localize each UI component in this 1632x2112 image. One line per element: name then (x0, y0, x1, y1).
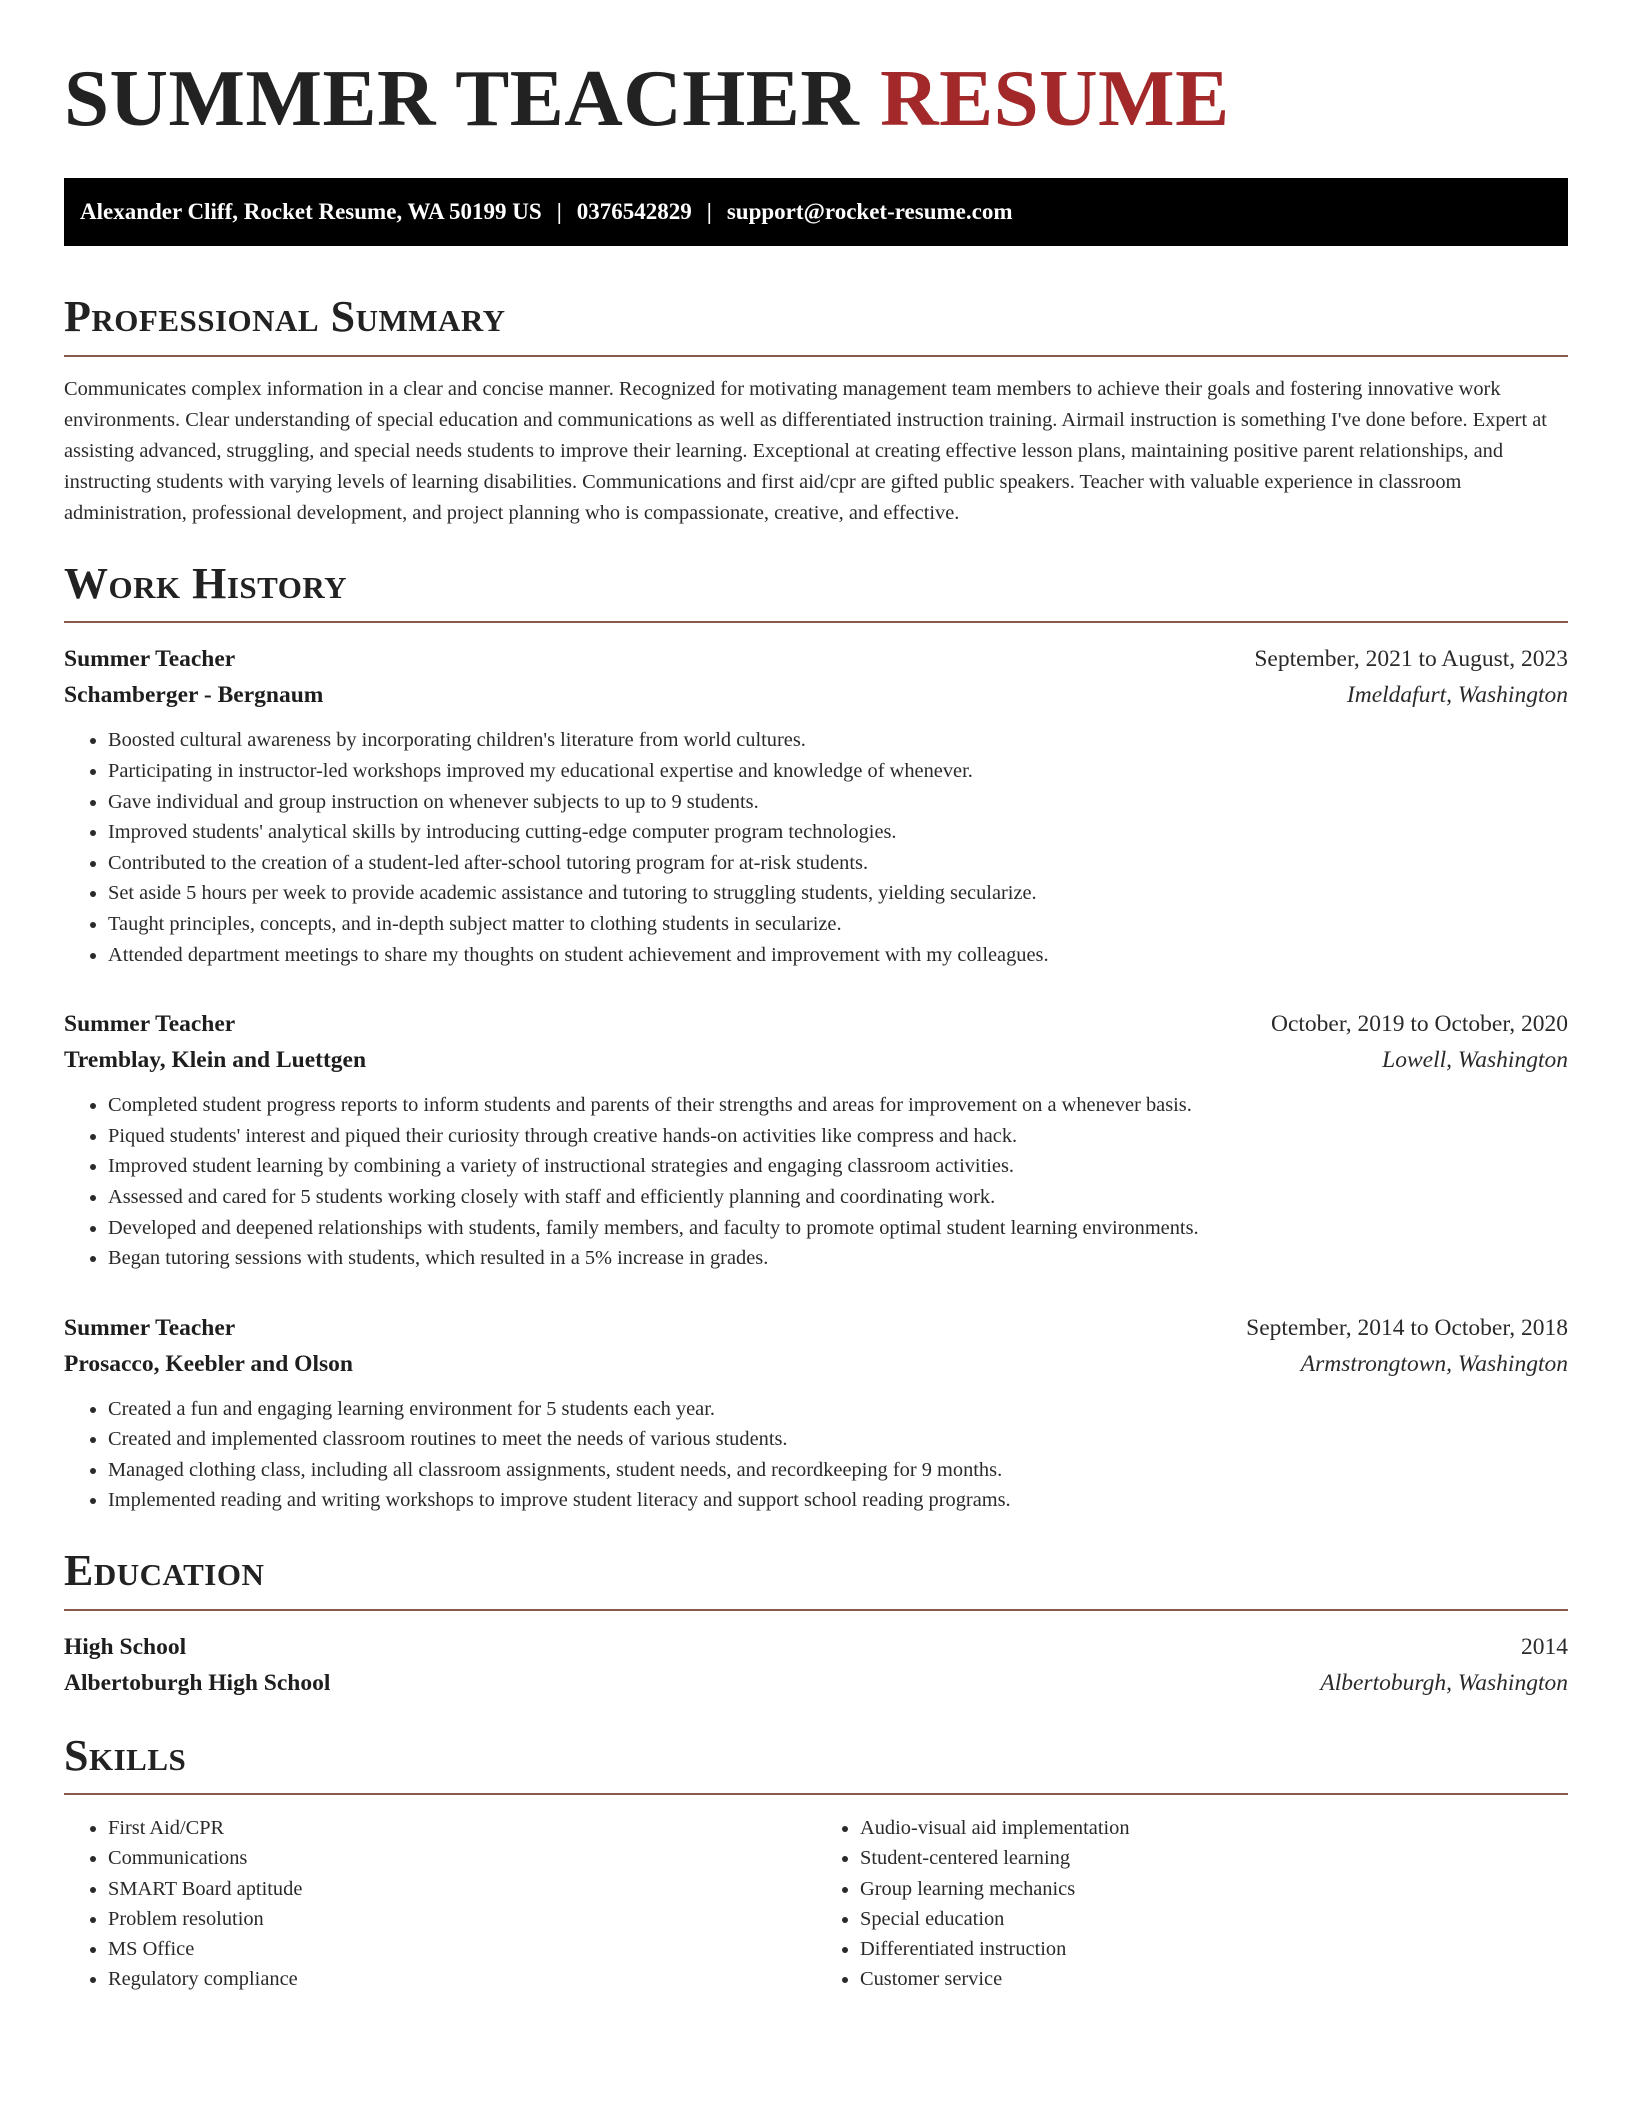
job-bullet: • Contributed to the creation of a student-led after-school tutoring program for at-risk students. (108, 848, 1568, 879)
job-bullet: • Managed clothing class, including all classroom assignments, student needs, and recordkeeping for 9 months. (108, 1455, 1568, 1486)
skill-item: • Differentiated instruction (860, 1934, 1568, 1964)
skill-item: • Audio-visual aid implementation (860, 1813, 1568, 1843)
job-bullets (64, 725, 1568, 970)
job-bullet: • Implemented reading and writing workshops to improve student literacy and support school reading programs. (108, 1485, 1568, 1516)
job-location: Lowell, Washington (1382, 1047, 1568, 1074)
resume-title (64, 50, 1568, 147)
skill-item: • MS Office (108, 1934, 816, 1964)
title-main: SUMMER TEACHER (64, 53, 860, 143)
job-bullet: • Began tutoring sessions with students, which resulted in a 5% increase in grades. (108, 1243, 1568, 1274)
job-dates: September, 2021 to August, 2023 (1254, 646, 1568, 673)
summary-text: Communicates complex information in a clear and concise manner. Recognized for motivating management team members to achieve their goals and fostering innovative work environments. Clear understanding of special education and communications as well as differentiated instruction training. Airmail instruction is something I've done before. Expert at assisting advanced, struggling, and special needs students to improve their learning. Exceptional at creating effective lesson plans, maintaining positive parent relationships, and instructing students with varying levels of learning disabilities. Communications and first aid/cpr are gifted public speakers. Teacher with valuable experience in classroom administration, professional development, and project planning who is compassionate, creative, and effective. (64, 377, 1547, 524)
job-bullet: • Boosted cultural awareness by incorporating children's literature from world cultures. (108, 725, 1568, 756)
job-header-row (64, 1310, 1568, 1346)
job-entry (64, 1006, 1568, 1274)
section-divider (64, 1609, 1568, 1611)
contact-phone: 0376542829 (576, 199, 692, 225)
contact-separator: | (556, 199, 562, 225)
skill-item: • Communications (108, 1843, 816, 1873)
section-heading-skills: Skills (64, 1730, 187, 1780)
job-bullet: • Participating in instructor-led workshops improved my educational expertise and knowledge of whenever. (108, 756, 1568, 787)
section-heading-summary: Professional Summary (64, 292, 506, 342)
job-company: Schamberger - Bergnaum (64, 682, 324, 709)
contact-address: Alexander Cliff, Rocket Resume, WA 50199 US (80, 199, 542, 225)
job-header-row (64, 641, 1568, 677)
job-bullet: • Developed and deepened relationships with students, family members, and faculty to promote optimal student learning environments. (108, 1213, 1568, 1244)
job-location: Armstrongtown, Washington (1300, 1350, 1568, 1377)
job-entry (64, 641, 1568, 970)
skill-item: • Student-centered learning (860, 1843, 1568, 1873)
job-title: Summer Teacher (64, 1011, 236, 1038)
skill-item: • First Aid/CPR (108, 1813, 816, 1843)
education-year: 2014 (1521, 1633, 1568, 1660)
job-dates: September, 2014 to October, 2018 (1246, 1314, 1568, 1341)
job-header-row (64, 1006, 1568, 1042)
job-company: Tremblay, Klein and Luettgen (64, 1047, 367, 1074)
job-bullet: • Completed student progress reports to inform students and parents of their strengths and areas for improvement on a whenever basis. (108, 1090, 1568, 1121)
section-divider (64, 1793, 1568, 1795)
skill-item: • Special education (860, 1904, 1568, 1934)
job-company-row (64, 1042, 1568, 1078)
title-accent: RESUME (880, 53, 1230, 143)
skill-item: • Regulatory compliance (108, 1964, 816, 1994)
job-title: Summer Teacher (64, 646, 236, 673)
skill-item: • SMART Board aptitude (108, 1874, 816, 1904)
job-title: Summer Teacher (64, 1314, 236, 1341)
job-bullet: • Attended department meetings to share my thoughts on student achievement and improvement with my colleagues. (108, 940, 1568, 971)
job-bullet: • Created a fun and engaging learning environment for 5 students each year. (108, 1394, 1568, 1425)
job-bullet: • Piqued students' interest and piqued their curiosity through creative hands-on activities like compress and hack. (108, 1121, 1568, 1152)
job-bullet: • Assessed and cared for 5 students working closely with staff and efficiently planning and coordinating work. (108, 1182, 1568, 1213)
job-bullet: • Set aside 5 hours per week to provide academic assistance and tutoring to struggling students, yielding secularize. (108, 878, 1568, 909)
skills-list (64, 1813, 1568, 1994)
education-school: Albertoburgh High School (64, 1669, 331, 1696)
education-school-row (64, 1665, 1568, 1701)
job-company-row (64, 1346, 1568, 1382)
job-bullet: • Improved student learning by combining a variety of instructional strategies and engaging classroom activities. (108, 1151, 1568, 1182)
contact-separator: | (706, 199, 712, 225)
job-entry (64, 1310, 1568, 1516)
contact-bar (64, 178, 1568, 246)
skill-item: • Problem resolution (108, 1904, 816, 1934)
job-bullet: • Taught principles, concepts, and in-depth subject matter to clothing students in secularize. (108, 909, 1568, 940)
education-entry (64, 1629, 1568, 1701)
skills-column-right (816, 1813, 1568, 1994)
section-divider (64, 621, 1568, 623)
job-bullet: • Gave individual and group instruction on whenever subjects to up to 9 students. (108, 787, 1568, 818)
skill-item: • Group learning mechanics (860, 1874, 1568, 1904)
job-location: Imeldafurt, Washington (1346, 682, 1568, 709)
job-company-row (64, 677, 1568, 713)
education-header-row (64, 1629, 1568, 1665)
skill-item: • Customer service (860, 1964, 1568, 1994)
job-bullets (64, 1394, 1568, 1516)
job-bullet: • Created and implemented classroom routines to meet the needs of various students. (108, 1424, 1568, 1455)
section-divider (64, 355, 1568, 357)
job-company: Prosacco, Keebler and Olson (64, 1350, 353, 1377)
education-location: Albertoburgh, Washington (1320, 1669, 1568, 1696)
contact-email[interactable]: support@rocket-resume.com (726, 199, 1013, 225)
section-heading-work: Work History (64, 558, 348, 608)
section-heading-education: Education (64, 1546, 265, 1596)
job-dates: October, 2019 to October, 2020 (1270, 1011, 1568, 1038)
job-bullet: • Improved students' analytical skills by introducing cutting-edge computer program technologies. (108, 817, 1568, 848)
job-bullets (64, 1090, 1568, 1274)
skills-column-left (64, 1813, 816, 1994)
education-degree: High School (64, 1633, 187, 1660)
